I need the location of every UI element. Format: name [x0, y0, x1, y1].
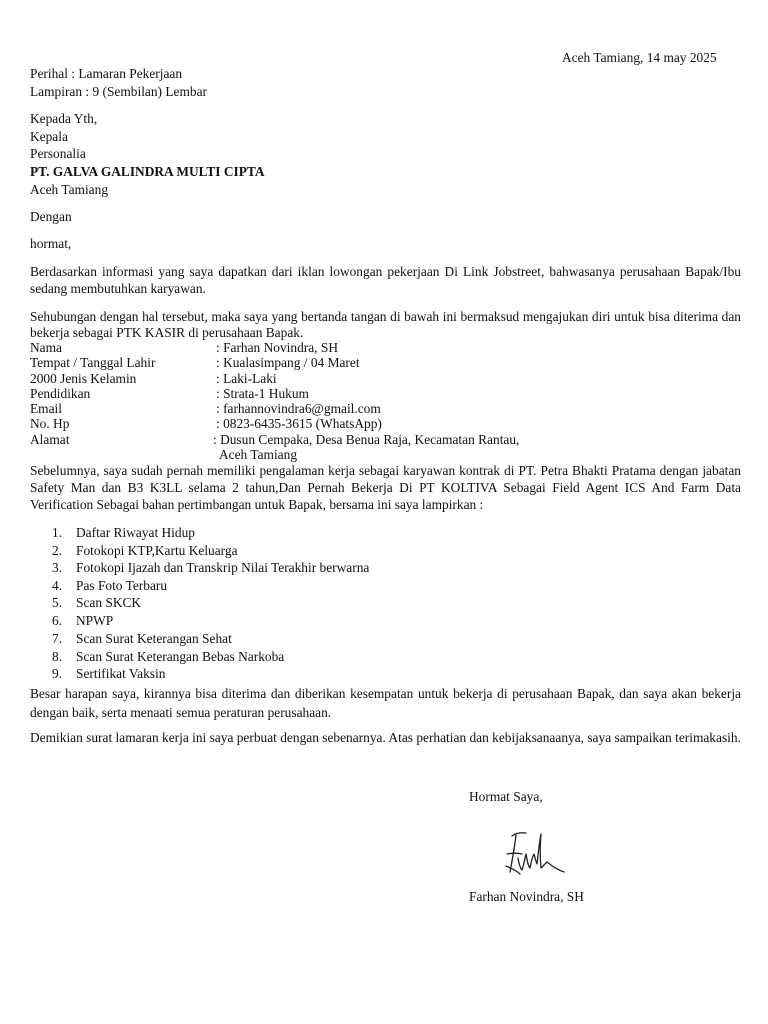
identity-label: Nama: [30, 340, 62, 355]
list-item: 8. Scan Surat Keterangan Bebas Narkoba: [52, 649, 285, 664]
signature-image: [500, 828, 570, 880]
subject-line: Perihal : Lamaran Pekerjaan: [30, 66, 183, 81]
identity-label: Email: [30, 401, 62, 416]
recipient-company: PT. GALVA GALINDRA MULTI CIPTA: [30, 164, 265, 179]
list-item: 3. Fotokopi Ijazah dan Transkrip Nilai Terakhir berwarna: [52, 560, 370, 575]
attachment-line: Lampiran : 9 (Sembilan) Lembar: [30, 84, 207, 99]
greeting-line2: hormat,: [30, 236, 72, 251]
list-item: 5. Scan SKCK: [52, 595, 142, 610]
greeting-line1: Dengan: [30, 209, 72, 224]
signer-name: Farhan Novindra, SH: [469, 889, 584, 904]
identity-row-address: [30, 432, 730, 447]
identity-label: Alamat: [30, 432, 70, 447]
list-item: 4. Pas Foto Terbaru: [52, 578, 168, 593]
identity-label: No. Hp: [30, 416, 70, 431]
identity-value: : Kualasimpang / 04 Maret: [216, 355, 360, 370]
identity-row-education: [30, 386, 730, 401]
identity-row-birth: [30, 355, 730, 370]
recipient-line2: Kepala: [30, 129, 68, 144]
identity-value: : Dusun Cempaka, Desa Benua Raja, Kecamatan Rantau,: [213, 432, 520, 447]
closing-salutation: Hormat Saya,: [469, 789, 543, 804]
identity-value: : farhannovindra6@gmail.com: [216, 401, 381, 416]
identity-row-gender: [30, 371, 730, 386]
body-paragraph-4: Besar harapan saya, kirannya bisa diterima dan diberikan kesempatan untuk bekerja di perusahaan Bapak, dan saya akan bekerja dengan baik, serta menaati semua peraturan perusahaan.: [30, 686, 741, 720]
body-paragraph-5: Demikian surat lamaran kerja ini saya perbuat dengan sebenarnya. Atas perhatian dan kebijaksanaanya, saya sampaikan terimakasih.: [30, 730, 741, 745]
identity-label: Pendidikan: [30, 386, 91, 401]
identity-label: 2000 Jenis Kelamin: [30, 371, 137, 386]
list-item: 2. Fotokopi KTP,Kartu Keluarga: [52, 543, 238, 558]
identity-value: : 0823-6435-3615 (WhatsApp): [216, 416, 382, 431]
identity-value: : Farhan Novindra, SH: [216, 340, 338, 355]
identity-value: : Laki-Laki: [216, 371, 277, 386]
recipient-line3: Personalia: [30, 146, 86, 161]
identity-value: : Strata-1 Hukum: [216, 386, 309, 401]
recipient-line1: Kepada Yth,: [30, 111, 98, 126]
identity-address-continuation: Aceh Tamiang: [219, 447, 298, 462]
list-item: 7. Scan Surat Keterangan Sehat: [52, 631, 232, 646]
identity-row-phone: [30, 416, 730, 431]
recipient-city: Aceh Tamiang: [30, 182, 109, 197]
list-item: 1. Daftar Riwayat Hidup: [52, 525, 195, 540]
identity-row-email: [30, 401, 730, 416]
body-paragraph-1: Berdasarkan informasi yang saya dapatkan dari iklan lowongan pekerjaan Di Link Jobstreet, bahwasanya perusahaan Bapak/Ibu sedang membutuhkan karyawan.: [30, 264, 741, 296]
list-item: 9. Sertifikat Vaksin: [52, 666, 166, 681]
place-date: Aceh Tamiang, 14 may 2025: [562, 50, 717, 65]
list-item: 6. NPWP: [52, 613, 114, 628]
identity-label: Tempat / Tanggal Lahir: [30, 355, 156, 370]
body-paragraph-2: Sehubungan dengan hal tersebut, maka saya yang bertanda tangan di bawah ini bermaksud mengajukan diri untuk bisa diterima dan bekerja sebagai PTK KASIR di perusahaan Bapak.: [30, 309, 741, 340]
body-paragraph-3: Sebelumnya, saya sudah pernah memiliki pengalaman kerja sebagai karyawan kontrak di PT. Petra Bhakti Pratama dengan jabatan Safety Man dan B3 K3LL selama 2 tahun,Dan Pernah Bekerja Di PT KOLTIVA Sebagai Field Agent ICS And Farm Data Verification Sebagai bahan pertimbangan untuk Bapak, bersama ini saya lampirkan :: [30, 463, 741, 512]
identity-row-name: [30, 340, 730, 355]
